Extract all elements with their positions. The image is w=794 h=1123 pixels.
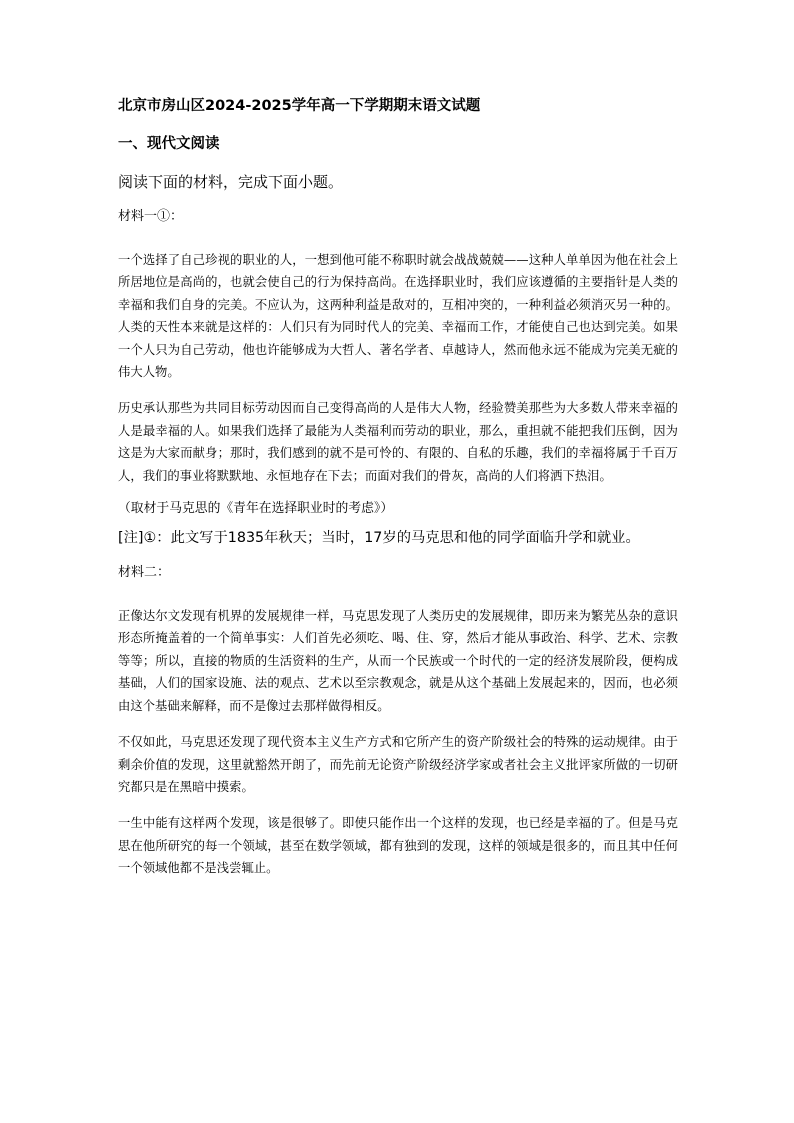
material2-paragraph-3: 一生中能有这样两个发现，该是很够了。即使只能作出一个这样的发现，也已经是幸福的了。但是马克思在他所研究的每一个领域，甚至在数学领域，都有独到的发现，这样的领域是很多的，而且其中任何一个领域他都不是浅尝辄止。 — [118, 816, 678, 876]
document-page — [118, 96, 678, 880]
reading-instruction: 阅读下面的材料，完成下面小题。 — [118, 173, 344, 191]
material2-paragraph-1: 正像达尔文发现有机界的发展规律一样，马克思发现了人类历史的发展规律，即历来为繁芜丛杂的意识形态所掩盖着的一个简单事实：人们首先必须吃、喝、住、穿，然后才能从事政治、科学、艺术、宗教等等；所以，直接的物质的生活资料的生产，从而一个民族或一个时代的一定的经济发展阶段，便构成基础，人们的国家设施、法的观点、艺术以至宗教观念，就是从这个基础上发展起来的，因而，也必须由这个基础来解释，而不是像过去那样做得相反。 — [118, 609, 678, 713]
material1-label: 材料一①： — [118, 209, 184, 224]
material2-paragraph-2: 不仅如此，马克思还发现了现代资本主义生产方式和它所产生的资产阶级社会的特殊的运动规律。由于剩余价值的发现，这里就豁然开朗了，而先前无论资产阶级经济学家或者社会主义批评家所做的一切研究都只是在黑暗中摸索。 — [118, 735, 678, 794]
material1-source: （取材于马克思的《青年在选择职业时的考虑》） — [118, 501, 394, 517]
document-title: 北京市房山区2024-2025学年高一下学期期末语文试题 — [118, 98, 481, 114]
material2-label: 材料二： — [118, 565, 171, 581]
material1-paragraph-2: 历史承认那些为共同目标劳动因而自己变得高尚的人是伟大人物，经验赞美那些为大多数人带来幸福的人是最幸福的人。如果我们选择了最能为人类福利而劳动的职业，那么，重担就不能把我们压倒，因为这是为大家而献身；那时，我们感到的就不是可怜的、有限的、自私的乐趣，我们的幸福将属于千百万人，我们的事业将默默地、永恒地存在下去；而面对我们的骨灰，高尚的人们将洒下热泪。 — [118, 401, 678, 483]
section-heading: 一、现代文阅读 — [118, 136, 220, 152]
material1-footnote: [注]①：此文写于1835年秋天；当时，17岁的马克思和他的同学面临升学和就业。 — [118, 530, 640, 547]
material1-paragraph-1: 一个选择了自己珍视的职业的人，一想到他可能不称职时就会战战兢兢——这种人单单因为他在社会上所居地位是高尚的，也就会使自己的行为保持高尚。在选择职业时，我们应该遵循的主要指针是人类的幸福和我们自身的完美。不应认为，这两种利益是敌对的，互相冲突的，一种利益必须消灭另一种的。人类的天性本来就是这样的：人们只有为同时代人的完美、幸福而工作，才能使自己也达到完美。如果一个人只为自己劳动，他也许能够成为大哲人、著名学者、卓越诗人，然而他永远不能成为完美无疵的伟大人物。 — [118, 253, 678, 380]
